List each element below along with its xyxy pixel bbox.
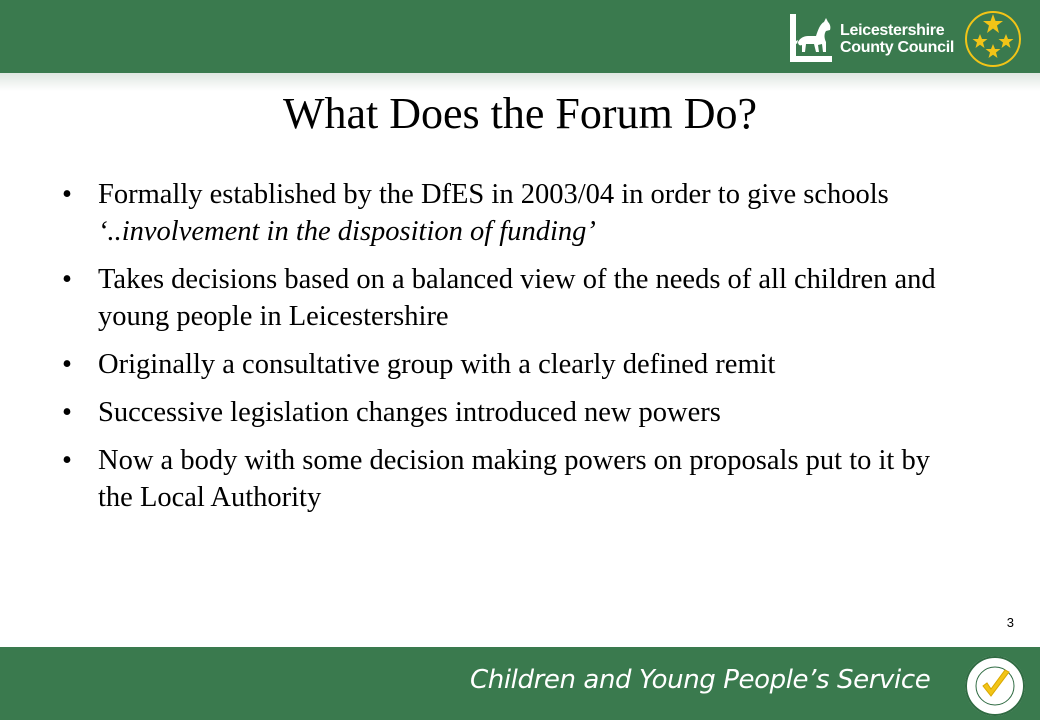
- bullet-item: [62, 394, 962, 431]
- bullet-marker: •: [62, 349, 72, 380]
- bullet-marker: •: [62, 264, 72, 295]
- council-name-line2: County Council: [840, 39, 955, 56]
- bullet-item: [62, 346, 962, 383]
- bullet-text: Originally a consultative group with a clearly defined remit: [98, 349, 776, 380]
- page-number: 3: [1006, 615, 1014, 630]
- slide-title: What Does the Forum Do?: [282, 89, 758, 138]
- bullet-text: Now a body with some decision making powers on proposals put to it by the Local Authority: [98, 445, 930, 513]
- bullet-text: Takes decisions based on a balanced view of the needs of all children and young people in Leicestershire: [98, 264, 936, 332]
- bullet-marker: •: [62, 445, 72, 476]
- council-name: [840, 22, 954, 56]
- bullet-marker: •: [62, 179, 72, 210]
- bullet-item: [62, 176, 962, 250]
- checkmark-badge-icon: [961, 652, 1029, 720]
- bullet-list: [62, 176, 962, 527]
- council-logo: [784, 8, 1029, 68]
- council-logo-mark: [784, 8, 964, 68]
- bullet-item: [62, 261, 962, 335]
- horse-icon: [786, 12, 836, 64]
- council-name-line1: Leicestershire: [840, 22, 945, 39]
- bullet-marker: •: [62, 397, 72, 428]
- bullet-item: [62, 442, 962, 516]
- stars-badge-icon: [962, 8, 1024, 70]
- bullet-text: Successive legislation changes introduced new powers: [98, 397, 721, 428]
- bullet-quote: ‘..involvement in the disposition of funding’: [98, 216, 596, 247]
- bullet-text: Formally established by the DfES in 2003/04 in order to give schools: [98, 179, 889, 210]
- service-name: Children and Young People’s Service: [470, 665, 931, 695]
